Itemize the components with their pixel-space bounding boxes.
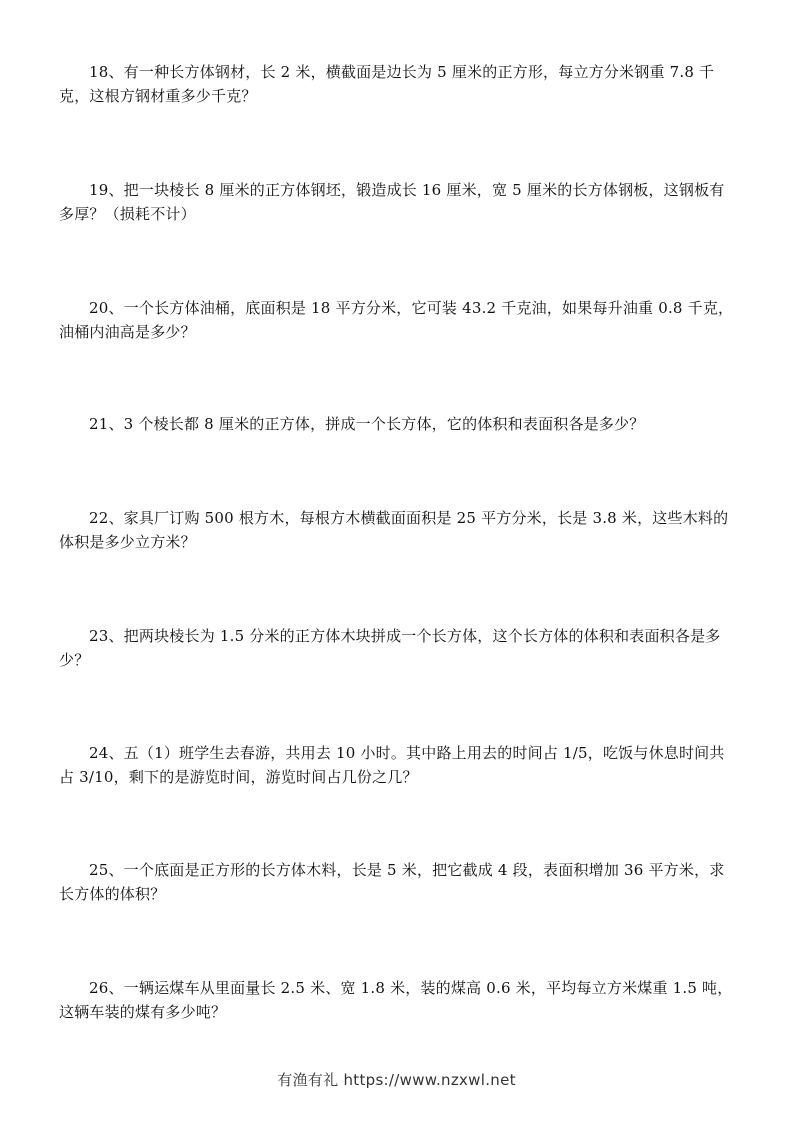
problem-25: 25、一个底面是正方形的长方体木料，长是 5 米，把它截成 4 段，表面积增加 36 平方米，求长方体的体积？ [59,861,725,903]
problem-23: 23、把两块棱长为 1.5 分米的正方体木块拼成一个长方体，这个长方体的体积和表面积各是多少？ [59,627,721,669]
footer-watermark: 有渔有礼 https://www.nzxwl.net [277,1071,516,1089]
problem-21: 21、3 个棱长都 8 厘米的正方体，拼成一个长方体，它的体积和表面积各是多少？ [89,415,645,433]
problem-18: 18、有一种长方体钢材，长 2 米，横截面是边长为 5 厘米的正方形，每立方分米钢重 7.8 千克，这根方钢材重多少千克？ [59,63,715,105]
problem-22: 22、家具厂订购 500 根方木，每根方木横截面面积是 25 平方分米，长是 3.8 米，这些木料的体积是多少立方米？ [59,509,729,551]
problem-19: 19、把一块棱长 8 厘米的正方体钢坯，锻造成长 16 厘米，宽 5 厘米的长方体钢板，这钢板有多厚？（损耗不计） [59,181,725,223]
problem-24: 24、五（1）班学生去春游，共用去 10 小时。其中路上用去的时间占 1/5，吃饭与休息时间共占 3/10，剩下的是游览时间，游览时间占几份之几？ [59,744,725,786]
problem-20: 20、一个长方体油桶，底面积是 18 平方分米，它可装 43.2 千克油，如果每升油重 0.8 千克，油桶内油高是多少？ [59,299,734,341]
problem-26: 26、一辆运煤车从里面量长 2.5 米、宽 1.8 米，装的煤高 0.6 米，平均每立方米煤重 1.5 吨，这辆车装的煤有多少吨？ [59,979,733,1021]
